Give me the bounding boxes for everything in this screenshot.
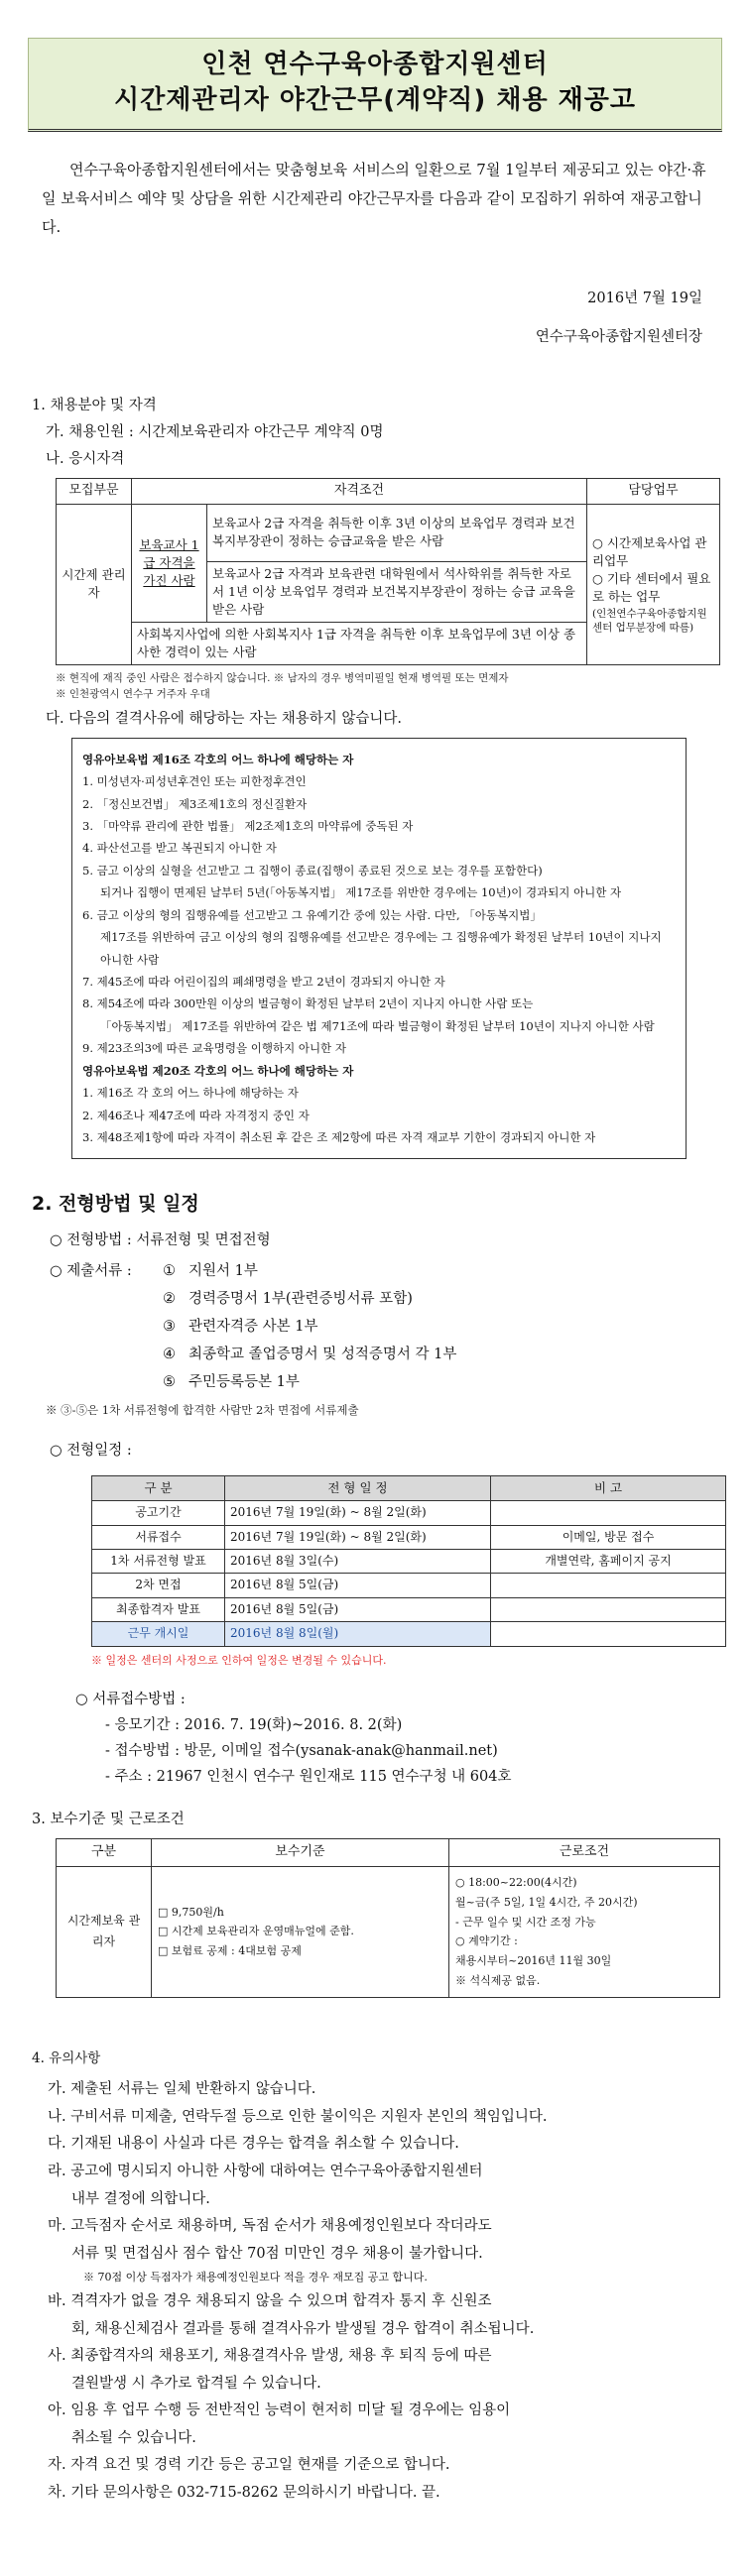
pay-cell <box>152 1866 449 1997</box>
list-item: 5. 금고 이상의 실형을 선고받고 그 집행이 종료(집행이 종료된 것으로 보는 경우를 포함한다) <box>82 863 543 878</box>
table-row <box>92 1501 726 1525</box>
documents-label: ○ 제출서류 : <box>50 1262 132 1279</box>
disqualification-box <box>71 738 687 1160</box>
position-cell: 시간제보육 관리자 <box>57 1866 152 1997</box>
table-row <box>92 1622 726 1646</box>
duty-item: ○ 시간제보육사업 관리업무 <box>592 535 707 569</box>
schedule-stage: 서류접수 <box>92 1525 225 1549</box>
condition-item: 채용시부터~2016년 11월 30일 <box>455 1954 612 1968</box>
list-item: 3. 「마약류 관리에 관한 법률」 제2조제1호의 마약류에 중독된 자 <box>82 819 414 834</box>
table-row <box>92 1574 726 1597</box>
schedule-stage: 2차 면접 <box>92 1574 225 1597</box>
list-item: 1. 미성년자·피성년후견인 또는 피한정후견인 <box>82 774 307 789</box>
schedule-stage: 근무 개시일 <box>92 1622 225 1646</box>
intro-paragraph: 연수구육아종합지원센터에서는 맞춤형보육 서비스의 일환으로 7월 1일부터 제공되고 있는 야간·휴일 보육서비스 예약 및 상담을 위한 시간제관리 야간근무자를 다음과 같이 모집하기 위하여 재공고합니다. <box>42 160 706 237</box>
table-header: 비 고 <box>491 1476 726 1501</box>
document-name: 최종학교 졸업증명서 및 성적증명서 각 1부 <box>188 1346 457 1362</box>
condition-cell: 보육교사 2급 자격과 보육관련 대학원에서 석사학위를 취득한 자로서 1년 이상 보육업무 경력과 보건복지부장관이 정하는 승급 교육을 받은 사람 <box>207 561 587 622</box>
table-header: 구 분 <box>92 1476 225 1501</box>
schedule-remark: 개별연락, 홈페이지 공지 <box>491 1550 726 1574</box>
list-item: 6. 금고 이상의 형의 집행유예를 선고받고 그 유예기간 중에 있는 사람. 다만, 「아동복지법」 <box>82 907 542 922</box>
pay-item: □ 9,750원/h <box>158 1905 224 1919</box>
document-number: ③ <box>163 1318 176 1335</box>
law-heading: 영유아보육법 제20조 각호의 어느 하나에 해당하는 자 <box>82 1063 354 1078</box>
section-1-title: 1. 채용분야 및 자격 <box>32 397 157 413</box>
table-header: 보수기준 <box>152 1838 449 1866</box>
document-number: ④ <box>163 1346 176 1362</box>
notice-item: 라. 공고에 명시되지 아니한 사항에 대하여는 연수구육아종합지원센터 <box>48 2163 483 2179</box>
schedule-table <box>91 1475 726 1646</box>
table-header-row <box>57 478 720 504</box>
document-row <box>28 1285 722 1313</box>
field-cell: 시간제 관리자 <box>57 504 132 665</box>
schedule-date: 2016년 7월 19일(화) ~ 8월 2일(화) <box>225 1501 491 1525</box>
notice-item: 바. 격격자가 없을 경우 채용되지 않을 수 있으며 합격자 통지 후 신원조 <box>48 2293 492 2310</box>
schedule-date: 2016년 7월 19일(화) ~ 8월 2일(화) <box>225 1525 491 1549</box>
title-line-2 <box>29 82 721 118</box>
schedule-stage: 최종합격자 발표 <box>92 1597 225 1621</box>
condition-item: ○ 18:00~22:00(4시간) <box>455 1875 577 1889</box>
table-header: 담당업무 <box>587 478 720 504</box>
condition-item: 월~금(주 5일, 1일 4시간, 주 20시간) <box>455 1895 638 1909</box>
law-heading: 영유아보육법 제16조 각호의 어느 하나에 해당하는 자 <box>82 752 354 766</box>
pay-item: □ 시간제 보육관리자 운영매뉴얼에 준함. <box>158 1925 354 1938</box>
table-header: 구분 <box>57 1838 152 1866</box>
table-row <box>92 1525 726 1549</box>
list-item: 2. 제46조나 제47조에 따라 자격정지 중인 자 <box>82 1108 310 1122</box>
qualification-note <box>56 671 722 703</box>
notice-item: 나. 구비서류 미제출, 연락두절 등으로 인한 불이익은 지원자 본인의 책임입니다. <box>48 2108 548 2125</box>
note-line: ※ 현직에 재직 중인 사람은 접수하지 않습니다. ※ 남자의 경우 병역미필일 현재 병역필 또는 면제자 <box>56 672 509 685</box>
section-4-title: 4. 유의사항 <box>32 2049 101 2066</box>
notice-item-continued: 서류 및 면접심사 점수 합산 70점 미만인 경우 채용이 불가합니다. <box>71 2245 483 2262</box>
title-line-2-text: 시간제관리자 야간근무(계약직) 채용 <box>113 85 559 116</box>
title-line-1: 인천 연수구육아종합지원센터 <box>201 50 549 79</box>
section-2-title: 2. 전형방법 및 일정 <box>32 1193 199 1216</box>
disqualification-heading: 다. 다음의 결격사유에 해당하는 자는 채용하지 않습니다. <box>46 710 403 727</box>
table-header: 전 형 일 정 <box>225 1476 491 1501</box>
schedule-stage: 공고기간 <box>92 1501 225 1525</box>
condition-cell: 사회복지사업에 의한 사회복지사 1급 자격을 취득한 이후 보육업무에 3년 이상 종사한 경력이 있는 사람 <box>132 622 587 664</box>
notice-item-continued: 내부 결정에 의합니다. <box>71 2190 210 2207</box>
document-row <box>28 1368 722 1396</box>
document-name: 관련자격증 사본 1부 <box>188 1318 318 1335</box>
table-row <box>57 1866 720 1997</box>
organization-name: 연수구육아종합지원센터장 <box>535 328 702 345</box>
document-row <box>28 1341 722 1368</box>
document-number: ① <box>163 1262 176 1279</box>
document-row <box>28 1257 722 1285</box>
duty-item: ○ 기타 센터에서 필요로 하는 업무 <box>592 571 711 605</box>
schedule-date: 2016년 8월 5일(금) <box>225 1597 491 1621</box>
table-header: 근로조건 <box>449 1838 720 1866</box>
notice-item: 아. 임용 후 업무 수행 등 전반적인 능력이 현저히 미달 될 경우에는 임용이 <box>48 2402 511 2419</box>
list-item: 8. 제54조에 따라 300만원 이상의 벌금형이 확정된 날부터 2년이 지나지 아니한 사람 또는 <box>82 996 534 1011</box>
schedule-remark <box>491 1574 726 1597</box>
work-condition-cell <box>449 1866 720 1997</box>
list-item: 3. 제48조제1항에 따라 자격이 취소된 후 같은 조 제2항에 따른 자격 재교부 기한이 경과되지 아니한 자 <box>82 1129 596 1144</box>
pay-conditions-table <box>56 1838 720 1998</box>
announcement-date: 2016년 7월 19일 <box>587 290 702 306</box>
table-header-row <box>92 1476 726 1501</box>
schedule-label: ○ 전형일정 : <box>50 1443 132 1460</box>
condition-item: ○ 계약기간 : <box>455 1934 518 1948</box>
schedule-remark <box>491 1622 726 1646</box>
notice-item-continued: 취소될 수 있습니다. <box>71 2429 196 2446</box>
notice-item: 사. 최종합격자의 채용포기, 채용결격사유 발생, 채용 후 퇴직 등에 따른 <box>48 2348 492 2365</box>
section-3-title: 3. 보수기준 및 근로조건 <box>32 1811 185 1827</box>
duty-cell <box>587 504 720 665</box>
document-name: 지원서 1부 <box>188 1262 258 1279</box>
list-item: 4. 파산선고를 받고 복권되지 아니한 자 <box>82 841 277 856</box>
application-address: - 주소 : 21967 인천시 연수구 원인재로 115 연수구청 내 604호 <box>105 1768 512 1785</box>
document-name: 경력증명서 1부(관련증빙서류 포함) <box>188 1290 413 1307</box>
table-row <box>92 1597 726 1621</box>
document-name: 주민등록등본 1부 <box>188 1373 300 1390</box>
schedule-date: 2016년 8월 5일(금) <box>225 1574 491 1597</box>
notice-sub-note: ※ 70점 이상 득점자가 채용예정인원보다 적을 경우 재모집 공고 합니다. <box>83 2271 428 2284</box>
list-item-continued: 제17조를 위반하여 금고 이상의 형의 집행유예를 선고받은 경우에는 그 집행유예가 확정된 날부터 10년이 지나지 아니한 사람 <box>100 930 662 967</box>
list-item: 2. 「정신보건법」 제3조제1호의 정신질환자 <box>82 796 308 811</box>
pay-item: □ 보험료 공제 : 4대보험 공제 <box>158 1944 302 1958</box>
application-method <box>28 1687 722 1790</box>
notice-item: 자. 자격 요건 및 경력 기간 등은 공고일 현재를 기준으로 합니다. <box>48 2457 450 2474</box>
title-banner <box>28 38 722 132</box>
list-item: 1. 제16조 각 호의 어느 하나에 해당하는 자 <box>82 1086 299 1101</box>
qualification-table <box>56 478 720 666</box>
table-row <box>92 1550 726 1574</box>
table-row <box>57 504 720 561</box>
schedule-date: 2016년 8월 8일(월) <box>225 1622 491 1646</box>
notice-item: 가. 제출된 서류는 일체 반환하지 않습니다. <box>48 2081 316 2098</box>
sub-field-cell: 보육교사 1급 자격을 가진 사람 <box>132 504 207 622</box>
title-emphasis: 재공고 <box>558 85 637 116</box>
notice-item: 마. 고득점자 순서로 채용하며, 독점 순서가 채용예정인원보다 작더라도 <box>48 2218 492 2235</box>
table-header: 자격조건 <box>132 478 587 504</box>
notice-list <box>28 2076 722 2507</box>
note-line: ※ 인천광역시 연수구 거주자 우대 <box>56 687 210 700</box>
schedule-date: 2016년 8월 3일(수) <box>225 1550 491 1574</box>
condition-cell: 보육교사 2급 자격을 취득한 이후 3년 이상의 보육업무 경력과 보건복지부장관이 정하는 승급교육을 받은 사람 <box>207 504 587 561</box>
notice-item-continued: 회, 채용신체검사 결과를 통해 결격사유가 발생될 경우 합격이 취소됩니다. <box>71 2320 535 2337</box>
selection-method: ○ 전형방법 : 서류전형 및 면접전형 <box>50 1231 271 1248</box>
condition-item: - 근무 일수 및 시간 조정 가능 <box>455 1915 596 1929</box>
required-documents <box>28 1257 722 1396</box>
notice-item-continued: 결원발생 시 추가로 합격될 수 있습니다. <box>71 2375 321 2392</box>
document-row <box>28 1313 722 1341</box>
list-item-continued: 「아동복지법」 제17조를 위반하여 같은 법 제71조에 따라 벌금형이 확정된 날부터 10년이 지나지 아니한 사람 <box>100 1018 655 1033</box>
table-header-row <box>57 1838 720 1866</box>
condition-item: ※ 석식제공 없음. <box>455 1973 541 1987</box>
application-period: - 응모기간 : 2016. 7. 19(화)~2016. 8. 2(화) <box>105 1716 403 1733</box>
table-header: 모집부문 <box>57 478 132 504</box>
list-item: 9. 제23조의3에 따른 교육명령을 이행하지 아니한 자 <box>82 1041 346 1056</box>
schedule-change-notice: ※ 일정은 센터의 사정으로 인하여 일정은 변경될 수 있습니다. <box>91 1653 387 1667</box>
schedule-stage: 1차 서류전형 발표 <box>92 1550 225 1574</box>
application-method-title: ○ 서류접수방법 : <box>75 1691 186 1707</box>
schedule-remark <box>491 1597 726 1621</box>
hiring-count: 가. 채용인원 : 시간제보육관리자 야간근무 계약직 0명 <box>46 423 384 440</box>
notice-item: 다. 기재된 내용이 사실과 다른 경우는 합격을 취소할 수 있습니다. <box>48 2136 459 2153</box>
application-channel: - 접수방법 : 방문, 이메일 접수(ysanak-anak@hanmail.net) <box>105 1742 498 1759</box>
list-item-continued: 되거나 집행이 면제된 날부터 5년(「아동복지법」 제17조를 위반한 경우에는 10년)이 경과되지 아니한 자 <box>100 885 622 900</box>
duty-note: (인천연수구육아종합지원센터 업무분장에 따름) <box>592 607 707 634</box>
list-item: 7. 제45조에 따라 어린이집의 폐쇄명령을 받고 2년이 경과되지 아니한 자 <box>82 974 445 989</box>
document-number: ⑤ <box>163 1373 176 1390</box>
document-number: ② <box>163 1290 176 1307</box>
documents-note: ※ ③-⑤은 1차 서류전형에 합격한 사람만 2차 면접에 서류제출 <box>46 1402 359 1417</box>
schedule-remark <box>491 1501 726 1525</box>
schedule-remark: 이메일, 방문 접수 <box>491 1525 726 1549</box>
qualification-heading: 나. 응시자격 <box>46 450 125 467</box>
notice-item: 차. 기타 문의사항은 032-715-8262 문의하시기 바랍니다. 끝. <box>48 2484 440 2501</box>
